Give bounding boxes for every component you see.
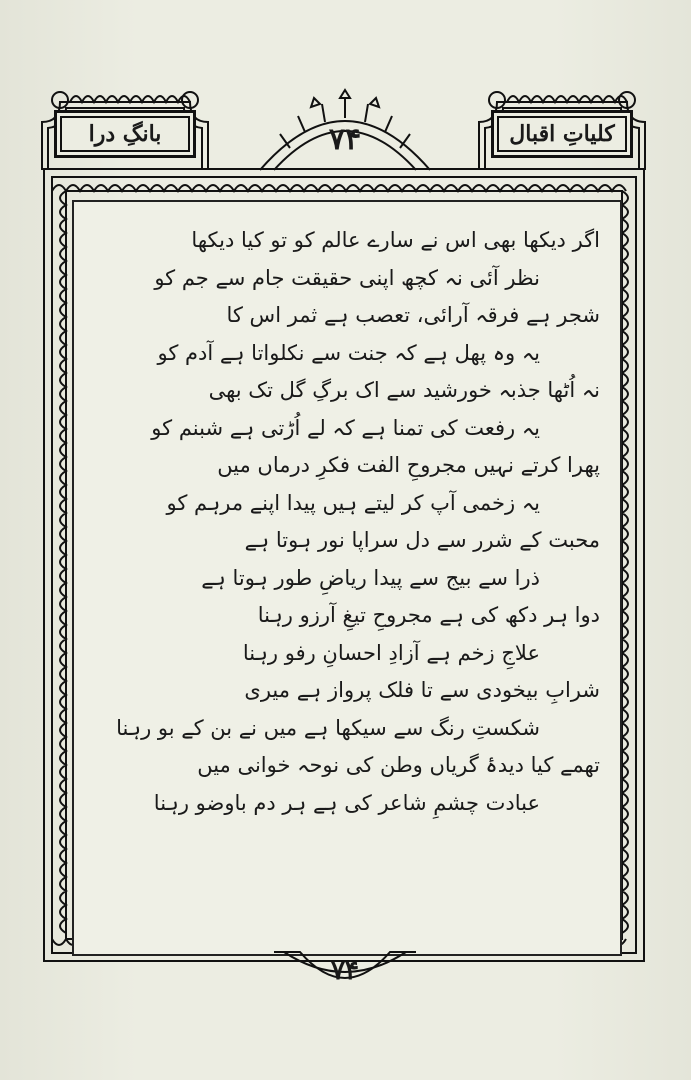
verse-line: علاجِ زخم ہے آزادِ احسانِ رفو رہنا — [242, 640, 540, 665]
verse-line: عبادت چشمِ شاعر کی ہے ہر دم باوضو رہنا — [153, 790, 540, 815]
verse-line: تھمے کیا دیدۂ گریاں وطن کی نوحہ خوانی میں — [197, 753, 600, 777]
verse-line: نہ اُٹھا جذبہ خورشید سے اک برگِ گل تک بھی — [208, 378, 600, 402]
verse-line: اگر دیکھا بھی اس نے سارے عالم کو تو کیا دیکھا — [191, 228, 600, 252]
page-number-text: ۷۴ — [328, 122, 362, 157]
book-section-title: بانگِ درا — [88, 121, 162, 147]
verse-line: یہ وہ پھل ہے کہ جنت سے نکلواتا ہے آدم کو — [157, 340, 540, 365]
verse-line: نظر آئی نہ کچھ اپنی حقیقت جام سے جم کو — [154, 265, 540, 290]
verse-line: محبت کے شرر سے دل سراپا نور ہوتا ہے — [244, 528, 600, 552]
verse-line: دوا ہر دکھ کی ہے مجروحِ تیغِ آرزو رہنا — [257, 603, 600, 627]
verse-line: شجر ہے فرقہ آرائی، تعصب ہے ثمر اس کا — [226, 303, 600, 327]
header-cartouche-right — [477, 82, 647, 172]
page-number-text: ۷۴ — [331, 956, 359, 986]
page-number-top — [250, 82, 440, 177]
verse-line: یہ زخمی آپ کر لیتے ہیں پیدا اپنے مرہم کو — [166, 490, 540, 515]
verse-line: یہ رفعت کی تمنا ہے کہ لے اُڑتی ہے شبنم کو — [151, 415, 540, 440]
verse-line: شکستِ رنگ سے سیکھا ہے میں نے بن کے بو رہنا — [116, 715, 540, 740]
verse-line: ذرا سے بیج سے پیدا ریاضِ طور ہوتا ہے — [201, 565, 540, 590]
page-number-bottom — [270, 948, 420, 1008]
verse-line: پھرا کرتے نہیں مجروحِ الفت فکرِ درماں میں — [217, 453, 600, 477]
book-title: کلیاتِ اقبال — [509, 121, 615, 147]
poem-text — [90, 222, 600, 822]
header-cartouche-left — [40, 82, 210, 172]
verse-line: شرابِ بیخودی سے تا فلک پرواز ہے میری — [244, 678, 600, 702]
